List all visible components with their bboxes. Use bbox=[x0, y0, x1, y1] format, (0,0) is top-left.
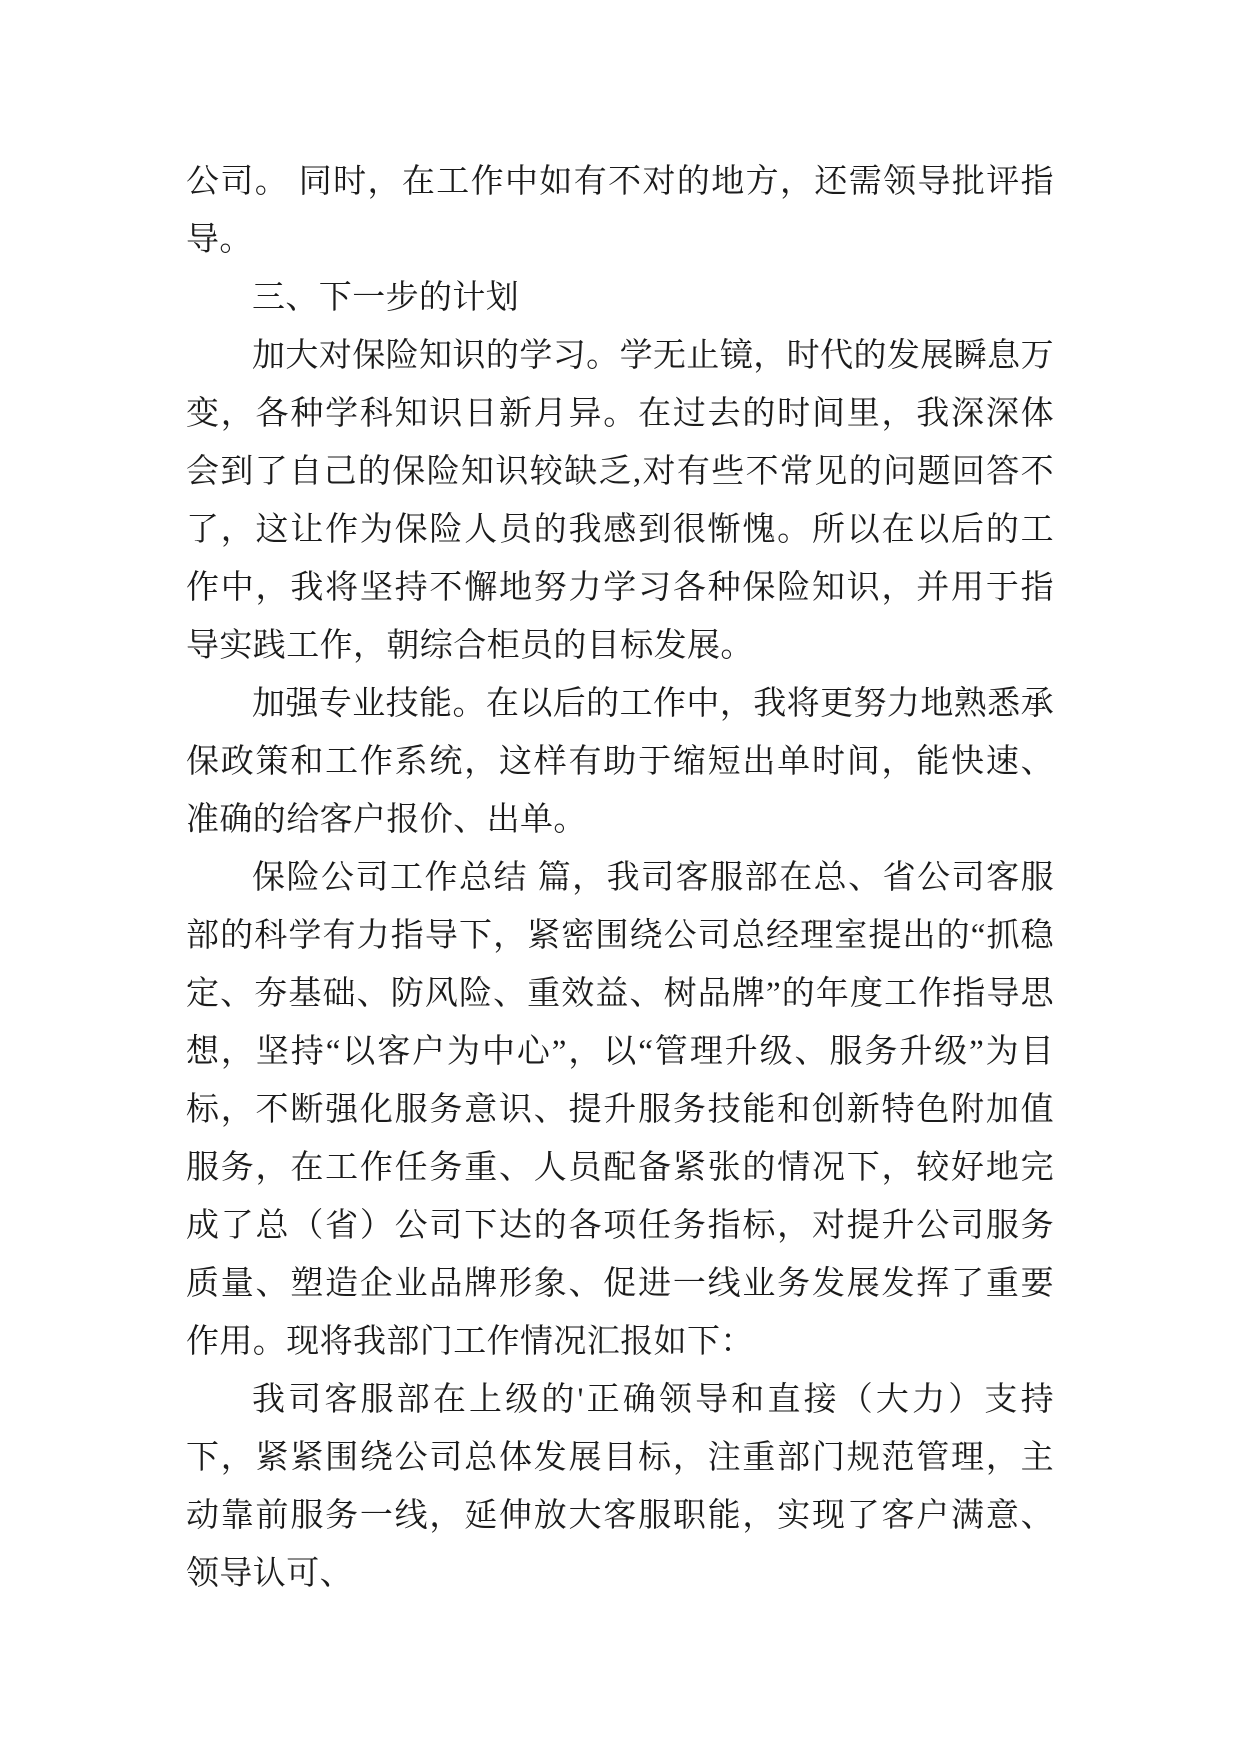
document-body bbox=[186, 153, 1054, 1603]
paragraph-service-report: 我司客服部在上级的'正确领导和直接（大力）支持下，紧紧围绕公司总体发展目标，注重部门规范管理，主动靠前服务一线，延伸放大客服职能，实现了客户满意、领导认可、 bbox=[186, 1382, 1054, 1592]
paragraph-skills-plan: 加强专业技能。在以后的工作中，我将更努力地熟悉承保政策和工作系统，这样有助于缩短出单时间，能快速、准确的给客户报价、出单。 bbox=[186, 686, 1054, 838]
paragraph-summary-intro: 保险公司工作总结 篇，我司客服部在总、省公司客服部的科学有力指导下，紧密围绕公司总经理室提出的“抓稳定、夯基础、防风险、重效益、树品牌”的年度工作指导思想，坚持“以客户为中心”，以“管理升级、服务升级”为目标，不断强化服务意识、提升服务技能和创新特色附加值服务，在工作任务重、人员配备紧张的情况下，较好地完成了总（省）公司下达的各项任务指标，对提升公司服务质量、塑造企业品牌形象、促进一线业务发展发挥了重要作用。现将我部门工作情况汇报如下： bbox=[186, 860, 1054, 1360]
paragraph-study-plan: 加大对保险知识的学习。学无止镜，时代的发展瞬息万变，各种学科知识日新月异。在过去的时间里，我深深体会到了自己的保险知识较缺乏,对有些不常见的问题回答不了，这让作为保险人员的我感到很惭愧。所以在以后的工作中，我将坚持不懈地努力学习各种保险知识，并用于指导实践工作，朝综合柜员的目标发展。 bbox=[186, 338, 1054, 664]
section-heading-3: 三、下一步的计划 bbox=[252, 280, 520, 316]
paragraph-continuation: 公司。 同时，在工作中如有不对的地方，还需领导批评指导。 bbox=[186, 164, 1054, 258]
